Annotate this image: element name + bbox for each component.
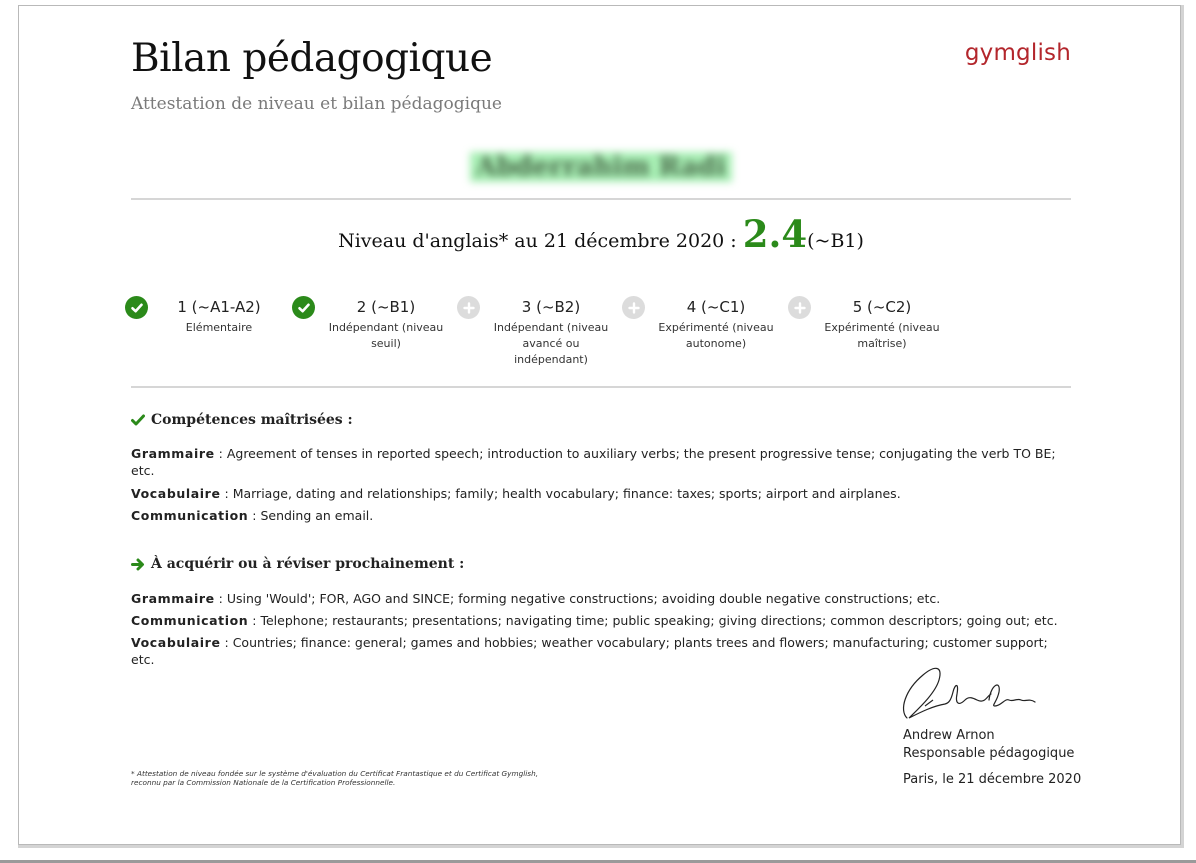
skill-label: Communication <box>131 508 249 523</box>
to-learn-grammar <box>131 590 1066 607</box>
level-summary <box>131 212 1071 256</box>
skill-text: : Sending an email. <box>248 508 374 523</box>
brand-logo: gymglish <box>964 40 1071 66</box>
divider-middle <box>131 386 1071 388</box>
signatory-role: Responsable pédagogique <box>903 746 1075 761</box>
plus-circle-icon <box>622 296 645 319</box>
level-cefr: (~B1) <box>807 230 864 252</box>
plus-circle-icon <box>457 296 480 319</box>
level-title: 1 (~A1-A2) <box>177 298 261 316</box>
footnote-line: reconnu par la Commission Nationale de la Certification Professionnelle. <box>131 778 396 787</box>
page-shadow-bottom <box>18 845 1184 848</box>
level-scale <box>125 296 1085 376</box>
footnote-line: * Attestation de niveau fondée sur le système d'évaluation du Certificat Frantastique et du Certificat Gymglish, <box>131 769 539 778</box>
plus-circle-icon <box>788 296 811 319</box>
skill-text: : Agreement of tenses in reported speech; introduction to auxiliary verbs; the present progressive tense; conjugating the verb TO BE; etc. <box>131 446 1056 478</box>
skill-label: Grammaire <box>131 446 215 461</box>
check-circle-icon <box>292 296 315 319</box>
to-learn-heading <box>131 556 464 572</box>
page-shadow-right <box>1181 5 1184 848</box>
skill-label: Communication <box>131 613 249 628</box>
level-score: 2.4 <box>742 212 808 256</box>
level-item <box>457 296 622 376</box>
skill-text: : Countries; finance: general; games and hobbies; weather vocabulary; plants trees and flowers; manufacturing; customer support; etc. <box>131 635 1048 667</box>
checkmark-icon <box>131 414 145 426</box>
mastered-grammar <box>131 445 1066 479</box>
to-learn-communication <box>131 612 1066 629</box>
level-title: 2 (~B1) <box>356 298 416 316</box>
level-item <box>292 296 457 376</box>
signature-place-date: Paris, le 21 décembre 2020 <box>903 772 1082 787</box>
level-item <box>622 296 787 376</box>
mastered-vocabulary <box>131 485 1066 502</box>
level-description: Elémentaire <box>185 321 253 334</box>
check-circle-icon <box>125 296 148 319</box>
to-learn-heading-text: À acquérir ou à réviser prochainement : <box>151 556 465 572</box>
page-title: Bilan pédagogique <box>131 36 493 81</box>
footnote <box>131 769 691 787</box>
skill-text: : Using 'Would'; FOR, AGO and SINCE; forming negative constructions; avoiding double negative constructions; etc. <box>214 591 941 606</box>
level-description: Expérimenté (niveau autonome) <box>658 321 774 350</box>
skill-label: Grammaire <box>131 591 215 606</box>
level-title: 3 (~B2) <box>521 298 581 316</box>
level-description: Indépendant (niveau avancé ou indépendant) <box>493 321 609 366</box>
level-title: 5 (~C2) <box>852 298 912 316</box>
divider-top <box>131 198 1071 200</box>
mastered-heading-text: Compétences maîtrisées : <box>151 412 353 428</box>
level-description: Indépendant (niveau seuil) <box>328 321 444 350</box>
page-subtitle: Attestation de niveau et bilan pédagogique <box>131 94 502 114</box>
skill-text: : Marriage, dating and relationships; family; health vocabulary; finance: taxes; sports; airport and airplanes. <box>220 486 901 501</box>
signatory-name: Andrew Arnon <box>903 728 995 743</box>
skill-label: Vocabulaire <box>131 635 221 650</box>
skill-label: Vocabulaire <box>131 486 221 501</box>
level-description: Expérimenté (niveau maîtrise) <box>824 321 940 350</box>
mastered-communication <box>131 507 1066 524</box>
signature-image <box>895 660 1045 724</box>
level-title: 4 (~C1) <box>686 298 746 316</box>
skill-text: : Telephone; restaurants; presentations; navigating time; public speaking; giving directions; common descriptors; going out; etc. <box>248 613 1058 628</box>
mastered-heading <box>131 412 353 428</box>
level-item <box>788 296 953 376</box>
level-item <box>125 296 290 376</box>
level-prefix: Niveau d'anglais* au 21 décembre 2020 : <box>338 230 737 252</box>
student-name-redacted: Abderrahim Radi <box>470 152 732 182</box>
arrow-right-icon <box>131 558 145 571</box>
